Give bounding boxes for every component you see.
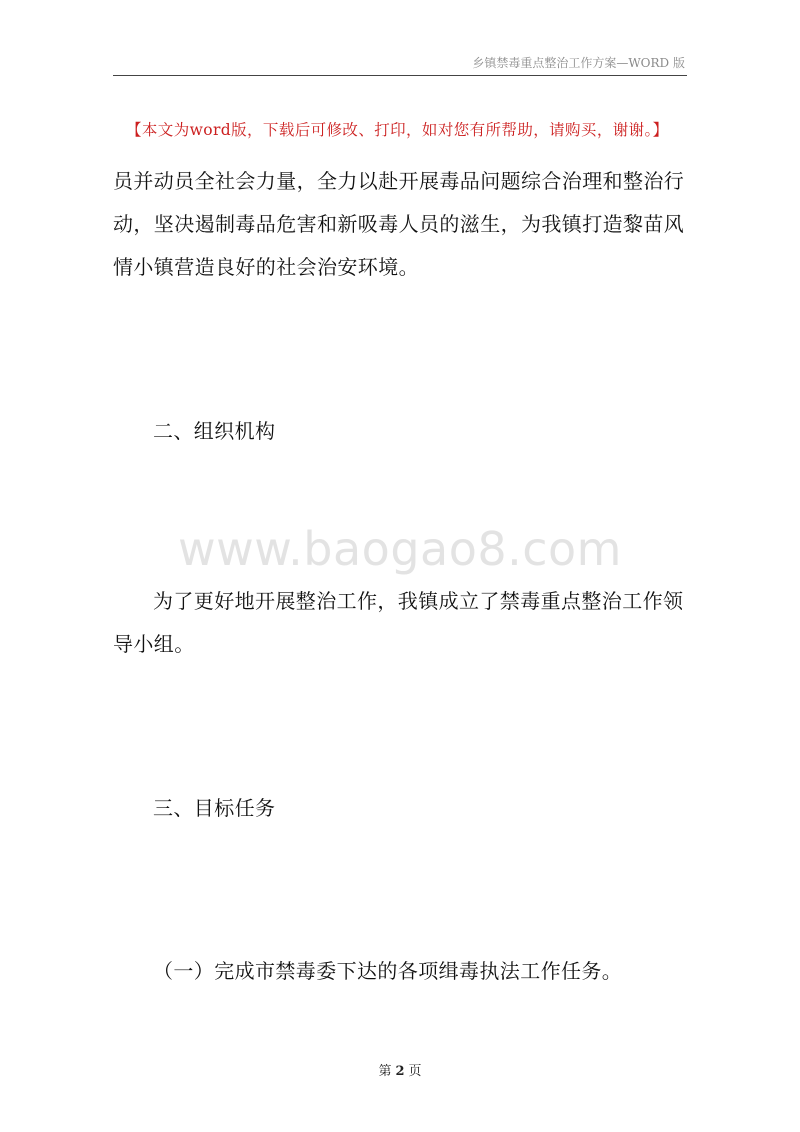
header-divider: [113, 75, 687, 76]
watermark: www.baogao8.com: [178, 522, 622, 576]
body-paragraph: 为了更好地开展整治工作，我镇成立了禁毒重点整治工作领导小组。: [113, 589, 684, 656]
page-number: 2: [395, 1064, 405, 1079]
footer-prefix: 第: [378, 1064, 392, 1079]
body-paragraph: （一）完成市禁毒委下达的各项缉毒执法工作任务。: [153, 959, 623, 983]
page-footer: [0, 1060, 800, 1079]
download-notice: 【本文为word版，下载后可修改、打印，如对您有所帮助，请购买，谢谢。】: [126, 121, 669, 139]
footer-suffix: 页: [408, 1064, 422, 1079]
section-heading: 二、组织机构: [153, 419, 276, 443]
running-header: 乡镇禁毒重点整治工作方案—WORD 版: [472, 56, 685, 70]
body-paragraph: 员并动员全社会力量，全力以赴开展毒品问题综合治理和整治行动，坚决遏制毒品危害和新吸毒人员的滋生，为我镇打造黎苗风情小镇营造良好的社会治安环境。: [113, 169, 685, 279]
section-heading: 三、目标任务: [153, 796, 276, 820]
